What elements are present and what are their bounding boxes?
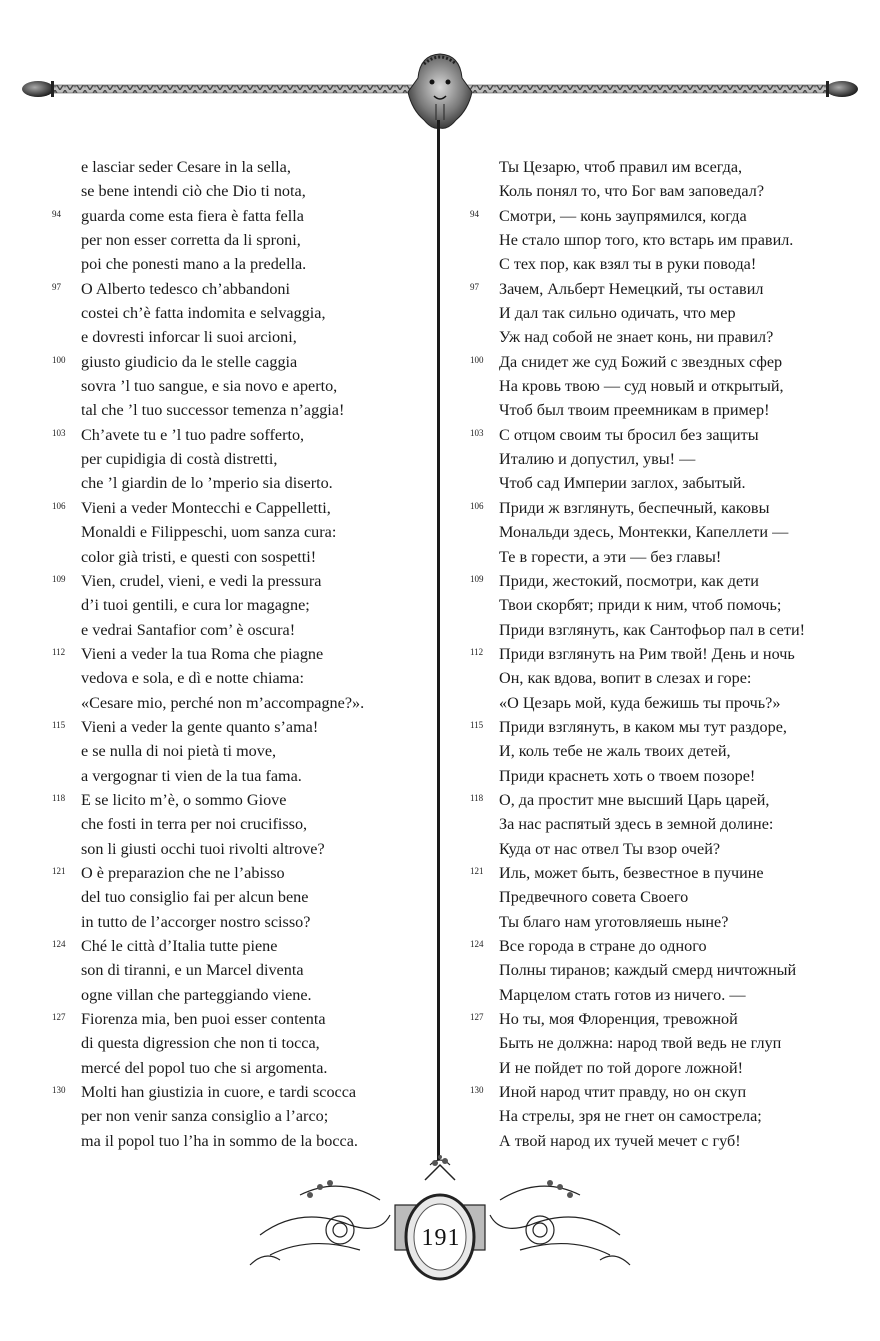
verse-text: Ты благо нам уготовляешь ныне? bbox=[499, 912, 729, 931]
verse-text: Monaldi e Filippeschi, uom sanza cura: bbox=[81, 523, 337, 542]
line-number: 97 bbox=[470, 281, 479, 292]
line-number: 115 bbox=[52, 719, 66, 730]
verse-line bbox=[470, 350, 840, 374]
verse-line bbox=[52, 1104, 432, 1128]
verse-text: Смотри, — конь заупрямился, когда bbox=[499, 206, 747, 225]
verse-text: Иль, может быть, безвестное в пучине bbox=[499, 863, 764, 882]
verse-line bbox=[52, 910, 432, 934]
verse-text: Ты Цезарю, чтоб правил им всегда, bbox=[499, 158, 743, 176]
verse-line bbox=[52, 715, 432, 739]
verse-text: Vieni a veder la gente quanto s’ama! bbox=[81, 717, 319, 736]
verse-text: С тех пор, как взял ты в руки повода! bbox=[499, 255, 757, 274]
verse-text: Иной народ чтит правду, но он скуп bbox=[499, 1083, 747, 1102]
verse-line bbox=[470, 496, 840, 520]
verse-text: per non esser corretta da li sproni, bbox=[81, 231, 301, 250]
verse-line bbox=[470, 861, 840, 885]
verse-line bbox=[470, 325, 840, 349]
line-number: 97 bbox=[52, 281, 61, 292]
verse-line bbox=[470, 423, 840, 447]
verse-line bbox=[470, 618, 840, 642]
verse-line bbox=[470, 885, 840, 909]
verse-line bbox=[470, 520, 840, 544]
verse-line bbox=[470, 593, 840, 617]
verse-text: e lasciar seder Cesare in la sella, bbox=[81, 158, 291, 176]
verse-text: Предвечного совета Своего bbox=[499, 888, 689, 907]
verse-line bbox=[52, 1056, 432, 1080]
verse-line bbox=[52, 691, 432, 715]
verse-line bbox=[470, 764, 840, 788]
verse-text: sovra ’l tuo sangue, e sia novo e aperto, bbox=[81, 377, 338, 396]
verse-text: И не пойдет по той дороге ложной! bbox=[499, 1058, 743, 1077]
line-number: 124 bbox=[52, 939, 66, 949]
verse-line bbox=[52, 545, 432, 569]
verse-line bbox=[52, 1129, 432, 1153]
verse-text: Приди ж взглянуть, беспечный, каковы bbox=[499, 498, 770, 517]
verse-line bbox=[470, 277, 840, 301]
verse-text: son li giusti occhi tuoi rivolti altrove? bbox=[81, 839, 325, 858]
russian-column bbox=[470, 155, 840, 1153]
verse-line bbox=[470, 739, 840, 763]
verse-line bbox=[52, 618, 432, 642]
verse-text: На кровь твою — суд новый и открытый, bbox=[499, 377, 784, 396]
finial-left-icon bbox=[22, 81, 54, 97]
verse-text: «О Цезарь мой, куда бежишь ты прочь?» bbox=[499, 693, 781, 712]
verse-text: di questa digression che non ti tocca, bbox=[81, 1034, 320, 1053]
line-number: 115 bbox=[470, 719, 484, 730]
verse-text: poi che ponesti mano a la predella. bbox=[81, 255, 307, 274]
verse-text: d’i tuoi gentili, e cura lor magagne; bbox=[81, 596, 310, 615]
line-number: 124 bbox=[470, 939, 484, 949]
verse-text: Приди, жестокий, посмотри, как дети bbox=[499, 571, 759, 590]
verse-text: Не стало шпор того, кто встарь им правил. bbox=[499, 231, 794, 250]
verse-text: Приди краснеть хоть о твоем позоре! bbox=[499, 766, 756, 785]
verse-line bbox=[52, 1031, 432, 1055]
verse-line bbox=[470, 910, 840, 934]
verse-text: «Cesare mio, perché non m’accompagne?». bbox=[81, 693, 365, 712]
verse-line bbox=[52, 423, 432, 447]
verse-text: E se licito m’è, o sommo Giove bbox=[81, 790, 287, 809]
verse-text: son di tiranni, e un Marcel diventa bbox=[81, 961, 304, 980]
verse-line bbox=[470, 1104, 840, 1128]
verse-text: giusto giudicio da le stelle caggia bbox=[81, 352, 298, 371]
verse-line bbox=[470, 179, 840, 203]
line-number: 112 bbox=[470, 646, 484, 657]
verse-text: a vergognar ti vien de la tua fama. bbox=[81, 766, 302, 785]
verse-text: ogne villan che parteggiando viene. bbox=[81, 985, 312, 1004]
verse-text: vedova e sola, e dì e notte chiama: bbox=[81, 669, 304, 688]
verse-line bbox=[52, 447, 432, 471]
verse-text: С отцом своим ты бросил без защиты bbox=[499, 425, 759, 444]
verse-text: costei ch’è fatta indomita e selvaggia, bbox=[81, 304, 326, 323]
line-number: 118 bbox=[470, 792, 484, 803]
verse-line bbox=[470, 837, 840, 861]
verse-text: e se nulla di noi pietà ti move, bbox=[81, 742, 277, 761]
verse-line bbox=[52, 642, 432, 666]
verse-text: Vieni a veder la tua Roma che piagne bbox=[81, 644, 324, 663]
verse-text: Он, как вдова, вопит в слезах и горе: bbox=[499, 669, 752, 688]
verse-text: Ch’avete tu e ’l tuo padre sofferto, bbox=[81, 425, 305, 444]
verse-text: Vieni a veder Montecchi e Cappelletti, bbox=[81, 498, 331, 517]
verse-text: Приди взглянуть, в каком мы тут раздоре, bbox=[499, 717, 787, 736]
verse-line bbox=[52, 812, 432, 836]
line-number: 100 bbox=[470, 354, 484, 365]
verse-line bbox=[470, 1080, 840, 1104]
verse-text: se bene intendi ciò che Dio ti nota, bbox=[81, 182, 306, 201]
verse-line bbox=[52, 593, 432, 617]
line-number: 112 bbox=[52, 646, 66, 657]
verse-line bbox=[470, 155, 840, 179]
verse-text: che ’l giardin de lo ’mperio sia diserto. bbox=[81, 474, 333, 493]
verse-text: О, да простит мне высший Царь царей, bbox=[499, 790, 770, 809]
verse-text: tal che ’l tuo successor temenza n’aggia! bbox=[81, 401, 345, 420]
verse-line bbox=[52, 861, 432, 885]
italian-column bbox=[52, 155, 432, 1153]
line-number: 106 bbox=[470, 500, 484, 511]
verse-text: guarda come esta fiera è fatta fella bbox=[81, 206, 304, 225]
verse-line bbox=[470, 958, 840, 982]
verse-line bbox=[470, 983, 840, 1007]
verse-text: Куда от нас отвел Ты взор очей? bbox=[499, 839, 721, 858]
verse-text: Все города в стране до одного bbox=[499, 937, 707, 955]
verse-line bbox=[52, 471, 432, 495]
verse-line bbox=[52, 350, 432, 374]
line-number: 118 bbox=[52, 792, 66, 803]
verse-line bbox=[470, 569, 840, 593]
verse-line bbox=[470, 1007, 840, 1031]
line-number: 121 bbox=[52, 865, 66, 876]
verse-text: Vien, crudel, vieni, e vedi la pressura bbox=[81, 571, 322, 590]
verse-line bbox=[470, 812, 840, 836]
verse-text: Molti han giustizia in cuore, e tardi scocca bbox=[81, 1083, 357, 1102]
line-number: 94 bbox=[52, 208, 61, 219]
verse-text: Чтоб сад Империи заглох, забытый. bbox=[499, 474, 746, 493]
verse-line bbox=[470, 545, 840, 569]
verse-text: Быть не должна: народ твой ведь не глуп bbox=[499, 1034, 782, 1053]
verse-line bbox=[470, 1129, 840, 1153]
lion-head-icon bbox=[408, 54, 472, 128]
verse-text: А твой народ их тучей мечет с губ! bbox=[499, 1131, 741, 1150]
line-number: 103 bbox=[470, 427, 484, 438]
verse-text: Fiorenza mia, ben puoi esser contenta bbox=[81, 1010, 326, 1029]
verse-text: Те в горести, а эти — без главы! bbox=[499, 547, 722, 566]
verse-text: Твои скорбят; приди к ним, чтоб помочь; bbox=[499, 596, 782, 615]
verse-line bbox=[52, 496, 432, 520]
verse-line bbox=[470, 252, 840, 276]
lion-mask-rod-ornament bbox=[20, 50, 860, 150]
line-number: 127 bbox=[470, 1012, 484, 1023]
verse-line bbox=[52, 837, 432, 861]
verse-line bbox=[52, 739, 432, 763]
verse-line bbox=[52, 1007, 432, 1031]
verse-text: Приди взглянуть, как Сантофьор пал в сети! bbox=[499, 620, 805, 639]
verse-text: ma il popol tuo l’ha in sommo de la bocca. bbox=[81, 1131, 358, 1150]
verse-line bbox=[470, 228, 840, 252]
verse-line bbox=[52, 301, 432, 325]
verse-line bbox=[52, 325, 432, 349]
line-number: 121 bbox=[470, 865, 484, 876]
verse-text: O è preparazion che ne l’abisso bbox=[81, 863, 285, 882]
verse-text: mercé del popol tuo che si argomenta. bbox=[81, 1058, 328, 1077]
verse-line bbox=[52, 958, 432, 982]
verse-text: Да снидет же суд Божий с звездных сфер bbox=[499, 352, 783, 371]
verse-text: На стрелы, зря не гнет он самострела; bbox=[499, 1107, 762, 1126]
verse-text: Чтоб был твоим преемникам в пример! bbox=[499, 401, 770, 420]
line-number: 130 bbox=[52, 1085, 66, 1096]
verse-line bbox=[470, 715, 840, 739]
line-number: 127 bbox=[52, 1012, 66, 1023]
verse-text: Коль понял то, что Бог вам заповедал? bbox=[499, 182, 765, 201]
verse-line bbox=[52, 983, 432, 1007]
verse-line bbox=[470, 666, 840, 690]
verse-text: Ché le città d’Italia tutte piene bbox=[81, 937, 278, 955]
verse-text: Марцелом стать готов из ничего. — bbox=[499, 985, 746, 1004]
verse-text: per non venir sanza consiglio a l’arco; bbox=[81, 1107, 329, 1126]
verse-line bbox=[470, 788, 840, 812]
verse-line bbox=[52, 934, 432, 958]
verse-text: Италию и допустил, увы! — bbox=[499, 450, 696, 469]
verse-text: e dovresti inforcar li suoi arcioni, bbox=[81, 328, 297, 347]
verse-text: Приди взглянуть на Рим твой! День и ночь bbox=[499, 644, 795, 663]
verse-text: e vedrai Santafior com’ è oscura! bbox=[81, 620, 296, 639]
verse-line bbox=[470, 398, 840, 422]
verse-line bbox=[470, 471, 840, 495]
verse-text: del tuo consiglio fai per alcun bene bbox=[81, 888, 309, 907]
column-divider bbox=[437, 120, 440, 1160]
verse-line bbox=[52, 252, 432, 276]
verse-line bbox=[470, 1031, 840, 1055]
verse-line bbox=[52, 179, 432, 203]
finial-right-icon bbox=[826, 81, 858, 97]
verse-line bbox=[52, 788, 432, 812]
verse-text: И, коль тебе не жаль твоих детей, bbox=[499, 742, 731, 761]
verse-text: Но ты, моя Флоренция, тревожной bbox=[499, 1010, 738, 1029]
verse-line bbox=[470, 691, 840, 715]
verse-line bbox=[52, 1080, 432, 1104]
verse-line bbox=[470, 1056, 840, 1080]
verse-line bbox=[52, 398, 432, 422]
verse-line bbox=[470, 204, 840, 228]
verse-text: O Alberto tedesco ch’abbandoni bbox=[81, 279, 291, 298]
line-number: 109 bbox=[470, 573, 484, 584]
verse-text: Зачем, Альберт Немецкий, ты оставил bbox=[499, 279, 764, 298]
verse-text: За нас распятый здесь в земной долине: bbox=[499, 815, 774, 834]
verse-line bbox=[52, 277, 432, 301]
line-number: 130 bbox=[470, 1085, 484, 1096]
verse-line bbox=[470, 447, 840, 471]
verse-text: per cupidigia di costà distretti, bbox=[81, 450, 278, 469]
verse-line bbox=[52, 204, 432, 228]
verse-line bbox=[470, 934, 840, 958]
line-number: 100 bbox=[52, 354, 66, 365]
verse-line bbox=[52, 228, 432, 252]
line-number: 94 bbox=[470, 208, 479, 219]
verse-line bbox=[470, 301, 840, 325]
verse-text: Мональди здесь, Монтекки, Капеллети — bbox=[499, 523, 789, 542]
verse-line bbox=[52, 666, 432, 690]
verse-text: in tutto de l’accorger nostro scisso? bbox=[81, 912, 311, 931]
verse-line bbox=[470, 374, 840, 398]
verse-line bbox=[52, 764, 432, 788]
line-number: 103 bbox=[52, 427, 66, 438]
verse-text: И дал так сильно одичать, что мер bbox=[499, 304, 736, 323]
verse-line bbox=[52, 569, 432, 593]
page-number: 191 bbox=[421, 1225, 461, 1251]
verse-text: color già tristi, e questi con sospetti! bbox=[81, 547, 317, 566]
verse-text: che fosti in terra per noi crucifisso, bbox=[81, 815, 308, 834]
verse-line bbox=[52, 374, 432, 398]
verse-line bbox=[52, 520, 432, 544]
verse-line bbox=[52, 885, 432, 909]
line-number: 109 bbox=[52, 573, 66, 584]
verse-line bbox=[470, 642, 840, 666]
line-number: 106 bbox=[52, 500, 66, 511]
verse-text: Уж над собой не знает конь, ни правил? bbox=[499, 328, 774, 347]
verse-text: Полны тиранов; каждый смерд ничтожный bbox=[499, 961, 797, 980]
verse-line bbox=[52, 155, 432, 179]
